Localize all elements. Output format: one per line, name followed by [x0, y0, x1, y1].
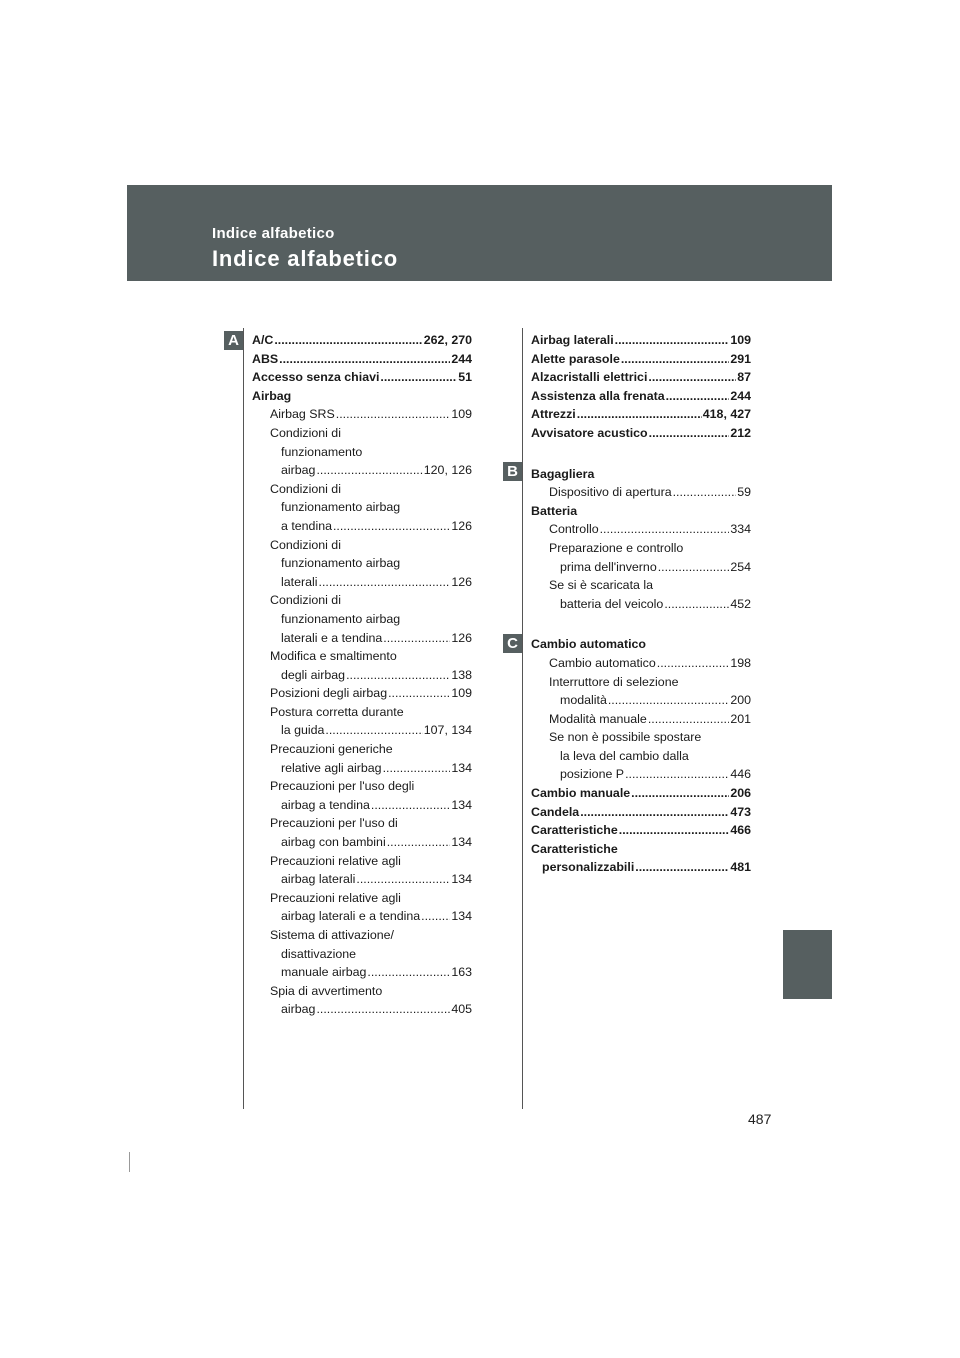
index-line: Postura corretta durante [270, 704, 404, 719]
index-line: Spia di avvertimento [270, 983, 383, 998]
page-number: 487 [748, 1111, 772, 1127]
index-line: funzionamento airbag [281, 556, 401, 571]
index-line: Precauzioni per l'uso di [270, 816, 398, 831]
index-line: Precauzioni per l'uso degli [270, 779, 415, 794]
index-heading: Batteria [531, 503, 578, 518]
header-subtitle: Indice alfabetico [212, 225, 335, 242]
index-line: Se si è scaricata la [549, 578, 653, 593]
index-entry: Avvisatore acustico ..... 212 [531, 424, 751, 443]
section-side-tab [783, 930, 832, 999]
index-entry: la guida ..... 107, 134 [252, 721, 472, 740]
index-line: Se non è possibile spostare [549, 730, 702, 745]
index-entry: personalizzabili ..... 481 [531, 858, 751, 877]
index-line: Condizioni di [270, 593, 341, 608]
page-header [127, 185, 832, 281]
index-entry: A/C ..... 262, 270 [252, 331, 472, 350]
index-line: Interruttore di selezione [549, 674, 679, 689]
index-entry: relative agli airbag ..... 134 [252, 759, 472, 778]
index-entry: Modalità manuale ..... 201 [531, 710, 751, 729]
index-line: Modifica e smaltimento [270, 649, 397, 664]
index-entry: Alzacristalli elettrici ..... 87 [531, 368, 751, 387]
index-line: funzionamento airbag [281, 500, 401, 515]
index-entry: Dispositivo di apertura ..... 59 [531, 483, 751, 502]
crop-mark [129, 1152, 130, 1172]
index-entry: Attrezzi ..... 418, 427 [531, 405, 751, 424]
index-heading: Airbag [252, 388, 292, 403]
index-line: funzionamento [281, 444, 363, 459]
section-gap [531, 443, 751, 465]
index-entry: Cambio automatico ..... 198 [531, 654, 751, 673]
index-line: Precauzioni relative agli [270, 853, 401, 868]
index-entry: Alette parasole ..... 291 [531, 350, 751, 369]
index-line: disattivazione [281, 946, 357, 961]
index-entry: Controllo ..... 334 [531, 520, 751, 539]
section-gap [531, 613, 751, 635]
index-entry: airbag ..... 120, 126 [252, 461, 472, 480]
index-heading: Bagagliera [531, 466, 595, 481]
index-line: Condizioni di [270, 425, 341, 440]
index-entry: airbag ..... 405 [252, 1000, 472, 1019]
index-entry: modalità ..... 200 [531, 691, 751, 710]
index-line: la leva del cambio dalla [560, 748, 689, 763]
index-entry: Posizioni degli airbag ..... 109 [252, 684, 472, 703]
index-line: Precauzioni relative agli [270, 890, 401, 905]
column-divider-left [243, 328, 244, 1109]
index-line: funzionamento airbag [281, 611, 401, 626]
index-entry: Caratteristiche ..... 466 [531, 821, 751, 840]
index-line: Precauzioni generiche [270, 742, 393, 757]
index-entry: Assistenza alla frenata ..... 244 [531, 387, 751, 406]
index-entry: degli airbag ..... 138 [252, 666, 472, 685]
index-entry: laterali ..... 126 [252, 573, 472, 592]
header-title: Indice alfabetico [212, 246, 398, 271]
section-letter-a: A [224, 331, 243, 350]
index-line: Sistema di attivazione/ [270, 928, 394, 942]
index-column-2 [531, 331, 751, 877]
index-heading: Caratteristiche [531, 841, 618, 856]
index-entry: Airbag laterali ..... 109 [531, 331, 751, 350]
index-entry: airbag laterali e a tendina ..... 134 [252, 907, 472, 926]
index-entry: manuale airbag ..... 163 [252, 963, 472, 982]
index-entry: ABS ..... 244 [252, 350, 472, 369]
index-entry: batteria del veicolo ..... 452 [531, 595, 751, 614]
index-entry: posizione P ..... 446 [531, 765, 751, 784]
index-entry: Accesso senza chiavi ..... 51 [252, 368, 472, 387]
index-entry: Candela ..... 473 [531, 803, 751, 822]
index-entry: prima dell'inverno ..... 254 [531, 558, 751, 577]
index-entry: laterali e a tendina ..... 126 [252, 629, 472, 648]
index-entry: airbag laterali ..... 134 [252, 870, 472, 889]
index-column-1 [252, 331, 472, 1019]
index-entry: Airbag SRS ..... 109 [252, 405, 472, 424]
index-entry: Cambio manuale ..... 206 [531, 784, 751, 803]
section-letter-c: C [503, 634, 522, 653]
index-line: Preparazione e controllo [549, 540, 684, 555]
column-divider-right [522, 328, 523, 1109]
index-entry: airbag con bambini ..... 134 [252, 833, 472, 852]
index-line: Condizioni di [270, 537, 341, 552]
index-entry: airbag a tendina ..... 134 [252, 796, 472, 815]
index-heading: Cambio automatico [531, 637, 646, 652]
section-letter-b: B [503, 462, 522, 481]
index-entry: a tendina ..... 126 [252, 517, 472, 536]
index-line: Condizioni di [270, 481, 341, 496]
